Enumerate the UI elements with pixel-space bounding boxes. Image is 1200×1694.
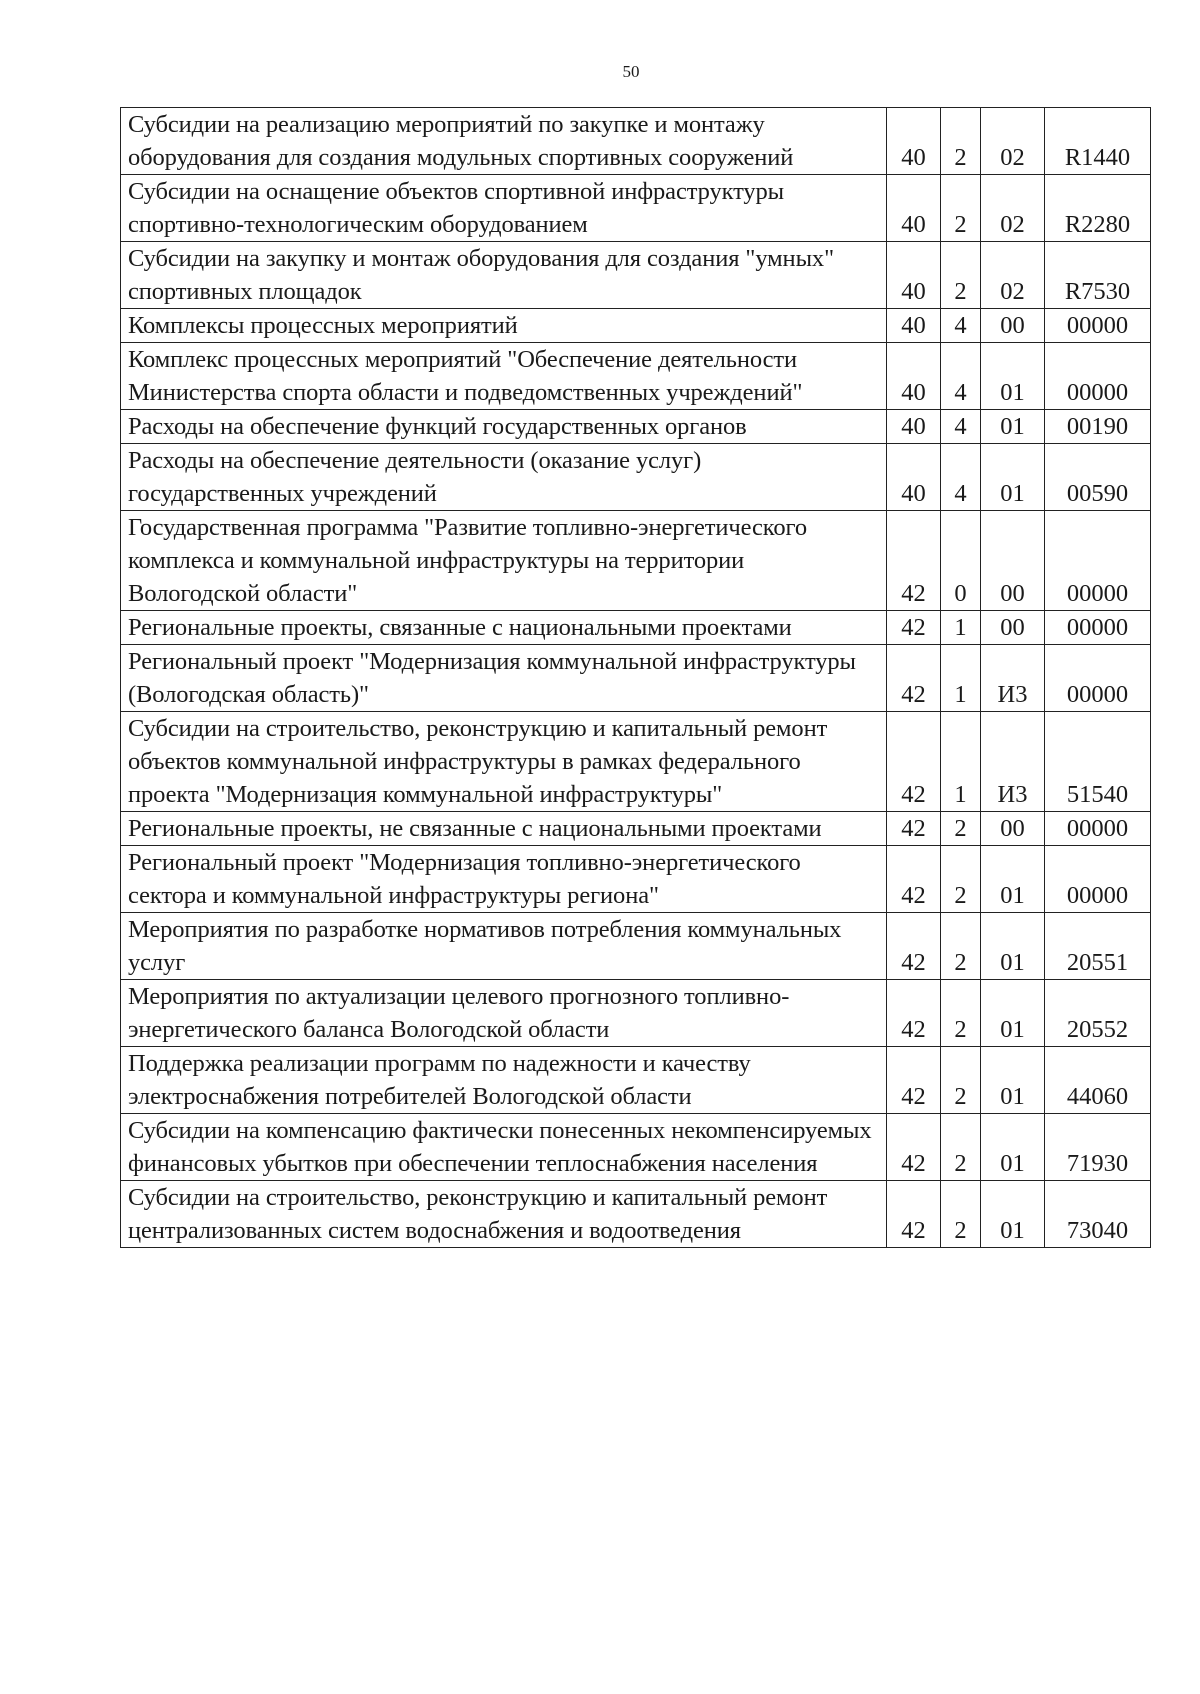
program-code: 42 [887, 712, 941, 812]
row-name: Региональный проект "Модернизация топливно-энергетического сектора и коммунальной инфраструктуры региона" [121, 846, 887, 913]
program-code: 42 [887, 980, 941, 1047]
subprogram-code: 4 [941, 343, 981, 410]
subprogram-code: 4 [941, 309, 981, 343]
row-name: Субсидии на строительство, реконструкцию и капитальный ремонт объектов коммунальной инфраструктуры в рамках федерального проекта "Модернизация коммунальной инфраструктуры" [121, 712, 887, 812]
table-row [121, 980, 1151, 1047]
subprogram-code: 2 [941, 980, 981, 1047]
program-code: 40 [887, 242, 941, 309]
row-name: Субсидии на оснащение объектов спортивной инфраструктуры спортивно-технологическим оборудованием [121, 175, 887, 242]
table-row [121, 242, 1151, 309]
row-name: Мероприятия по разработке нормативов потребления коммунальных услуг [121, 913, 887, 980]
event-code: 01 [981, 1047, 1045, 1114]
event-code: 02 [981, 242, 1045, 309]
subprogram-code: 4 [941, 410, 981, 444]
table-row [121, 812, 1151, 846]
program-code: 42 [887, 1114, 941, 1181]
table-row [121, 108, 1151, 175]
direction-code: 00590 [1045, 444, 1151, 511]
event-code: 02 [981, 175, 1045, 242]
row-name: Субсидии на строительство, реконструкцию и капитальный ремонт централизованных систем водоснабжения и водоотведения [121, 1181, 887, 1248]
program-code: 40 [887, 343, 941, 410]
subprogram-code: 1 [941, 645, 981, 712]
direction-code: 00000 [1045, 343, 1151, 410]
program-code: 42 [887, 812, 941, 846]
table-row [121, 444, 1151, 511]
row-name: Региональные проекты, связанные с национальными проектами [121, 611, 887, 645]
row-name: Расходы на обеспечение деятельности (оказание услуг) государственных учреждений [121, 444, 887, 511]
row-name: Субсидии на компенсацию фактически понесенных некомпенсируемых финансовых убытков при обеспечении теплоснабжения населения [121, 1114, 887, 1181]
table-row [121, 846, 1151, 913]
direction-code: R1440 [1045, 108, 1151, 175]
direction-code: 00000 [1045, 309, 1151, 343]
program-code: 40 [887, 444, 941, 511]
program-code: 40 [887, 309, 941, 343]
event-code: И3 [981, 645, 1045, 712]
table-row [121, 913, 1151, 980]
event-code: И3 [981, 712, 1045, 812]
event-code: 01 [981, 846, 1045, 913]
event-code: 00 [981, 309, 1045, 343]
event-code: 02 [981, 108, 1045, 175]
subprogram-code: 2 [941, 846, 981, 913]
subprogram-code: 4 [941, 444, 981, 511]
program-code: 42 [887, 611, 941, 645]
subprogram-code: 2 [941, 812, 981, 846]
row-name: Государственная программа "Развитие топливно-энергетического комплекса и коммунальной инфраструктуры на территории Вологодской области" [121, 511, 887, 611]
direction-code: 20552 [1045, 980, 1151, 1047]
program-code: 42 [887, 645, 941, 712]
row-name: Региональные проекты, не связанные с национальными проектами [121, 812, 887, 846]
event-code: 01 [981, 444, 1045, 511]
budget-classification-table [120, 107, 1151, 1248]
event-code: 00 [981, 812, 1045, 846]
row-name: Комплексы процессных мероприятий [121, 309, 887, 343]
subprogram-code: 2 [941, 1181, 981, 1248]
page-number: 50 [622, 62, 640, 81]
direction-code: 00000 [1045, 812, 1151, 846]
event-code: 01 [981, 343, 1045, 410]
direction-code: 00000 [1045, 645, 1151, 712]
event-code: 01 [981, 913, 1045, 980]
program-code: 42 [887, 511, 941, 611]
program-code: 40 [887, 175, 941, 242]
event-code: 01 [981, 1181, 1045, 1248]
row-name: Субсидии на реализацию мероприятий по закупке и монтажу оборудования для создания модульных спортивных сооружений [121, 108, 887, 175]
table-row [121, 1181, 1151, 1248]
direction-code: R2280 [1045, 175, 1151, 242]
row-name: Мероприятия по актуализации целевого прогнозного топливно-энергетического баланса Вологодской области [121, 980, 887, 1047]
program-code: 42 [887, 1181, 941, 1248]
direction-code: 00000 [1045, 511, 1151, 611]
table-row [121, 1047, 1151, 1114]
subprogram-code: 2 [941, 242, 981, 309]
row-name: Региональный проект "Модернизация коммунальной инфраструктуры (Вологодская область)" [121, 645, 887, 712]
table-row [121, 410, 1151, 444]
row-name: Субсидии на закупку и монтаж оборудования для создания "умных" спортивных площадок [121, 242, 887, 309]
event-code: 00 [981, 511, 1045, 611]
direction-code: 20551 [1045, 913, 1151, 980]
table-row [121, 645, 1151, 712]
subprogram-code: 2 [941, 108, 981, 175]
direction-code: 00190 [1045, 410, 1151, 444]
event-code: 01 [981, 1114, 1045, 1181]
table-row [121, 611, 1151, 645]
subprogram-code: 1 [941, 712, 981, 812]
row-name: Поддержка реализации программ по надежности и качеству электроснабжения потребителей Вологодской области [121, 1047, 887, 1114]
direction-code: 71930 [1045, 1114, 1151, 1181]
direction-code: 44060 [1045, 1047, 1151, 1114]
subprogram-code: 2 [941, 1114, 981, 1181]
subprogram-code: 2 [941, 175, 981, 242]
row-name: Расходы на обеспечение функций государственных органов [121, 410, 887, 444]
direction-code: 51540 [1045, 712, 1151, 812]
direction-code: 00000 [1045, 846, 1151, 913]
table-row [121, 712, 1151, 812]
program-code: 40 [887, 108, 941, 175]
direction-code: 73040 [1045, 1181, 1151, 1248]
program-code: 42 [887, 846, 941, 913]
table-row [121, 309, 1151, 343]
program-code: 42 [887, 913, 941, 980]
event-code: 01 [981, 980, 1045, 1047]
table-row [121, 343, 1151, 410]
direction-code: R7530 [1045, 242, 1151, 309]
table-row [121, 175, 1151, 242]
program-code: 40 [887, 410, 941, 444]
row-name: Комплекс процессных мероприятий "Обеспечение деятельности Министерства спорта области и подведомственных учреждений" [121, 343, 887, 410]
subprogram-code: 2 [941, 913, 981, 980]
event-code: 01 [981, 410, 1045, 444]
subprogram-code: 1 [941, 611, 981, 645]
subprogram-code: 0 [941, 511, 981, 611]
program-code: 42 [887, 1047, 941, 1114]
subprogram-code: 2 [941, 1047, 981, 1114]
table-row [121, 1114, 1151, 1181]
event-code: 00 [981, 611, 1045, 645]
table-row [121, 511, 1151, 611]
direction-code: 00000 [1045, 611, 1151, 645]
